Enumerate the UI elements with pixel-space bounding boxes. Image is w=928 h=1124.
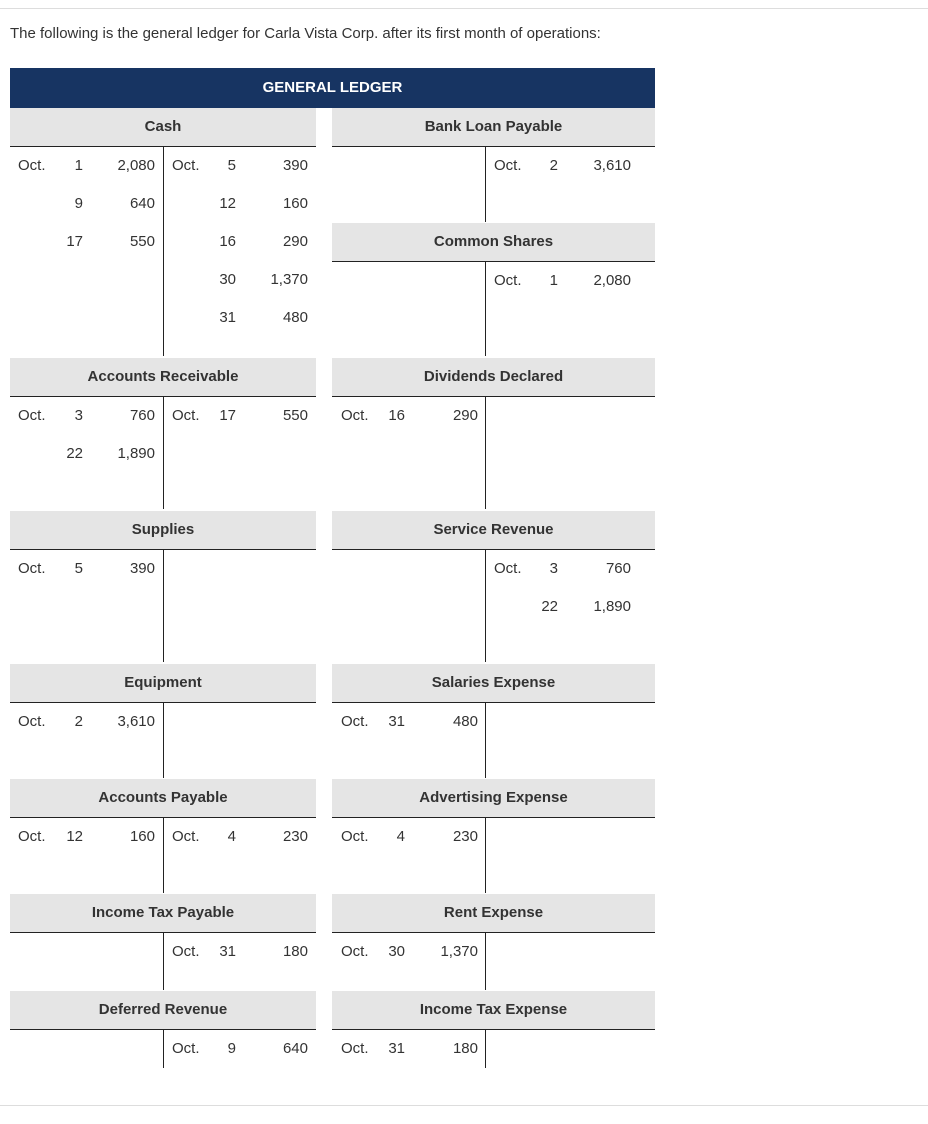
supplies-debit-day: 5 <box>74 560 83 577</box>
cash-account-header: Cash <box>10 108 316 147</box>
accounts-receivable-t-divider <box>163 396 164 509</box>
cash-t-divider <box>163 146 164 356</box>
service-revenue-credit-day: 3 <box>549 560 558 577</box>
cash-debit-amount: 550 <box>129 233 155 250</box>
cash-debit-month: Oct. <box>18 157 46 174</box>
service-revenue-account-header: Service Revenue <box>332 511 655 550</box>
accounts-payable-credit-day: 4 <box>227 828 236 845</box>
service-revenue-credit-day: 22 <box>541 598 558 615</box>
equipment-debit-month: Oct. <box>18 713 46 730</box>
deferred-revenue-credit-amount: 640 <box>282 1040 308 1057</box>
bank-loan-payable-t-top-line <box>332 146 655 147</box>
cash-credit-day: 30 <box>219 271 236 288</box>
dividends-declared-debit-month: Oct. <box>341 407 369 424</box>
dividends-declared-debit-amount: 290 <box>452 407 478 424</box>
supplies-debit-month: Oct. <box>18 560 46 577</box>
rent-expense-t-top-line <box>332 932 655 933</box>
rent-expense-t-divider <box>485 932 486 990</box>
cash-debit-day: 9 <box>74 195 83 212</box>
salaries-expense-debit-amount: 480 <box>452 713 478 730</box>
common-shares-t-top-line <box>332 261 655 262</box>
accounts-payable-debit-month: Oct. <box>18 828 46 845</box>
accounts-payable-debit-day: 12 <box>66 828 83 845</box>
cash-credit-amount: 160 <box>282 195 308 212</box>
common-shares-credit-amount: 2,080 <box>593 272 631 289</box>
common-shares-credit-day: 1 <box>549 272 558 289</box>
income-tax-expense-debit-amount: 180 <box>452 1040 478 1057</box>
common-shares-account-header: Common Shares <box>332 223 655 262</box>
cash-debit-day: 1 <box>74 157 83 174</box>
deferred-revenue-t-divider <box>163 1029 164 1068</box>
income-tax-expense-debit-month: Oct. <box>341 1040 369 1057</box>
equipment-account-header: Equipment <box>10 664 316 703</box>
common-shares-credit-month: Oct. <box>494 272 522 289</box>
income-tax-expense-t-top-line <box>332 1029 655 1030</box>
deferred-revenue-credit-month: Oct. <box>172 1040 200 1057</box>
accounts-payable-credit-amount: 230 <box>282 828 308 845</box>
top-divider <box>0 8 928 9</box>
accounts-receivable-debit-amount: 1,890 <box>117 445 155 462</box>
rent-expense-account-header: Rent Expense <box>332 894 655 933</box>
service-revenue-credit-month: Oct. <box>494 560 522 577</box>
salaries-expense-debit-month: Oct. <box>341 713 369 730</box>
advertising-expense-t-top-line <box>332 817 655 818</box>
service-revenue-t-divider <box>485 549 486 662</box>
accounts-payable-account-header: Accounts Payable <box>10 779 316 818</box>
salaries-expense-t-divider <box>485 702 486 778</box>
accounts-payable-debit-amount: 160 <box>129 828 155 845</box>
equipment-debit-day: 2 <box>74 713 83 730</box>
accounts-receivable-debit-month: Oct. <box>18 407 46 424</box>
equipment-t-divider <box>163 702 164 778</box>
advertising-expense-debit-day: 4 <box>396 828 405 845</box>
cash-credit-amount: 1,370 <box>270 271 308 288</box>
salaries-expense-debit-day: 31 <box>388 713 405 730</box>
ledger-title: GENERAL LEDGER <box>262 79 403 96</box>
cash-debit-amount: 2,080 <box>117 157 155 174</box>
accounts-payable-t-divider <box>163 817 164 893</box>
cash-credit-amount: 290 <box>282 233 308 250</box>
bank-loan-payable-t-divider <box>485 146 486 222</box>
accounts-receivable-credit-month: Oct. <box>172 407 200 424</box>
dividends-declared-t-top-line <box>332 396 655 397</box>
dividends-declared-debit-day: 16 <box>388 407 405 424</box>
income-tax-payable-credit-amount: 180 <box>282 943 308 960</box>
accounts-receivable-credit-amount: 550 <box>282 407 308 424</box>
accounts-receivable-debit-amount: 760 <box>129 407 155 424</box>
income-tax-expense-account-header: Income Tax Expense <box>332 991 655 1030</box>
rent-expense-debit-amount: 1,370 <box>440 943 478 960</box>
cash-credit-month: Oct. <box>172 157 200 174</box>
bank-loan-payable-credit-amount: 3,610 <box>593 157 631 174</box>
deferred-revenue-credit-day: 9 <box>227 1040 236 1057</box>
advertising-expense-debit-month: Oct. <box>341 828 369 845</box>
cash-credit-amount: 480 <box>282 309 308 326</box>
deferred-revenue-account-header: Deferred Revenue <box>10 991 316 1030</box>
accounts-payable-credit-month: Oct. <box>172 828 200 845</box>
service-revenue-t-top-line <box>332 549 655 550</box>
income-tax-expense-debit-day: 31 <box>388 1040 405 1057</box>
cash-credit-day: 12 <box>219 195 236 212</box>
accounts-receivable-debit-day: 3 <box>74 407 83 424</box>
bottom-divider <box>0 1105 928 1106</box>
cash-credit-day: 16 <box>219 233 236 250</box>
service-revenue-credit-amount: 1,890 <box>593 598 631 615</box>
dividends-declared-account-header: Dividends Declared <box>332 358 655 397</box>
cash-debit-amount: 640 <box>129 195 155 212</box>
bank-loan-payable-credit-month: Oct. <box>494 157 522 174</box>
bank-loan-payable-credit-day: 2 <box>549 157 558 174</box>
accounts-receivable-debit-day: 22 <box>66 445 83 462</box>
income-tax-expense-t-divider <box>485 1029 486 1068</box>
advertising-expense-account-header: Advertising Expense <box>332 779 655 818</box>
supplies-t-divider <box>163 549 164 662</box>
advertising-expense-t-divider <box>485 817 486 893</box>
cash-credit-day: 31 <box>219 309 236 326</box>
service-revenue-credit-amount: 760 <box>605 560 631 577</box>
dividends-declared-t-divider <box>485 396 486 509</box>
intro-text: The following is the general ledger for Carla Vista Corp. after its first month of operations: <box>10 25 601 42</box>
supplies-account-header: Supplies <box>10 511 316 550</box>
cash-credit-amount: 390 <box>282 157 308 174</box>
equipment-debit-amount: 3,610 <box>117 713 155 730</box>
common-shares-t-divider <box>485 261 486 356</box>
income-tax-payable-account-header: Income Tax Payable <box>10 894 316 933</box>
income-tax-payable-credit-month: Oct. <box>172 943 200 960</box>
income-tax-payable-t-divider <box>163 932 164 990</box>
advertising-expense-debit-amount: 230 <box>452 828 478 845</box>
rent-expense-debit-day: 30 <box>388 943 405 960</box>
cash-debit-day: 17 <box>66 233 83 250</box>
rent-expense-debit-month: Oct. <box>341 943 369 960</box>
accounts-receivable-credit-day: 17 <box>219 407 236 424</box>
accounts-receivable-account-header: Accounts Receivable <box>10 358 316 397</box>
supplies-debit-amount: 390 <box>129 560 155 577</box>
salaries-expense-t-top-line <box>332 702 655 703</box>
income-tax-payable-credit-day: 31 <box>219 943 236 960</box>
general-ledger-header <box>10 68 655 108</box>
salaries-expense-account-header: Salaries Expense <box>332 664 655 703</box>
cash-credit-day: 5 <box>227 157 236 174</box>
bank-loan-payable-account-header: Bank Loan Payable <box>332 108 655 147</box>
